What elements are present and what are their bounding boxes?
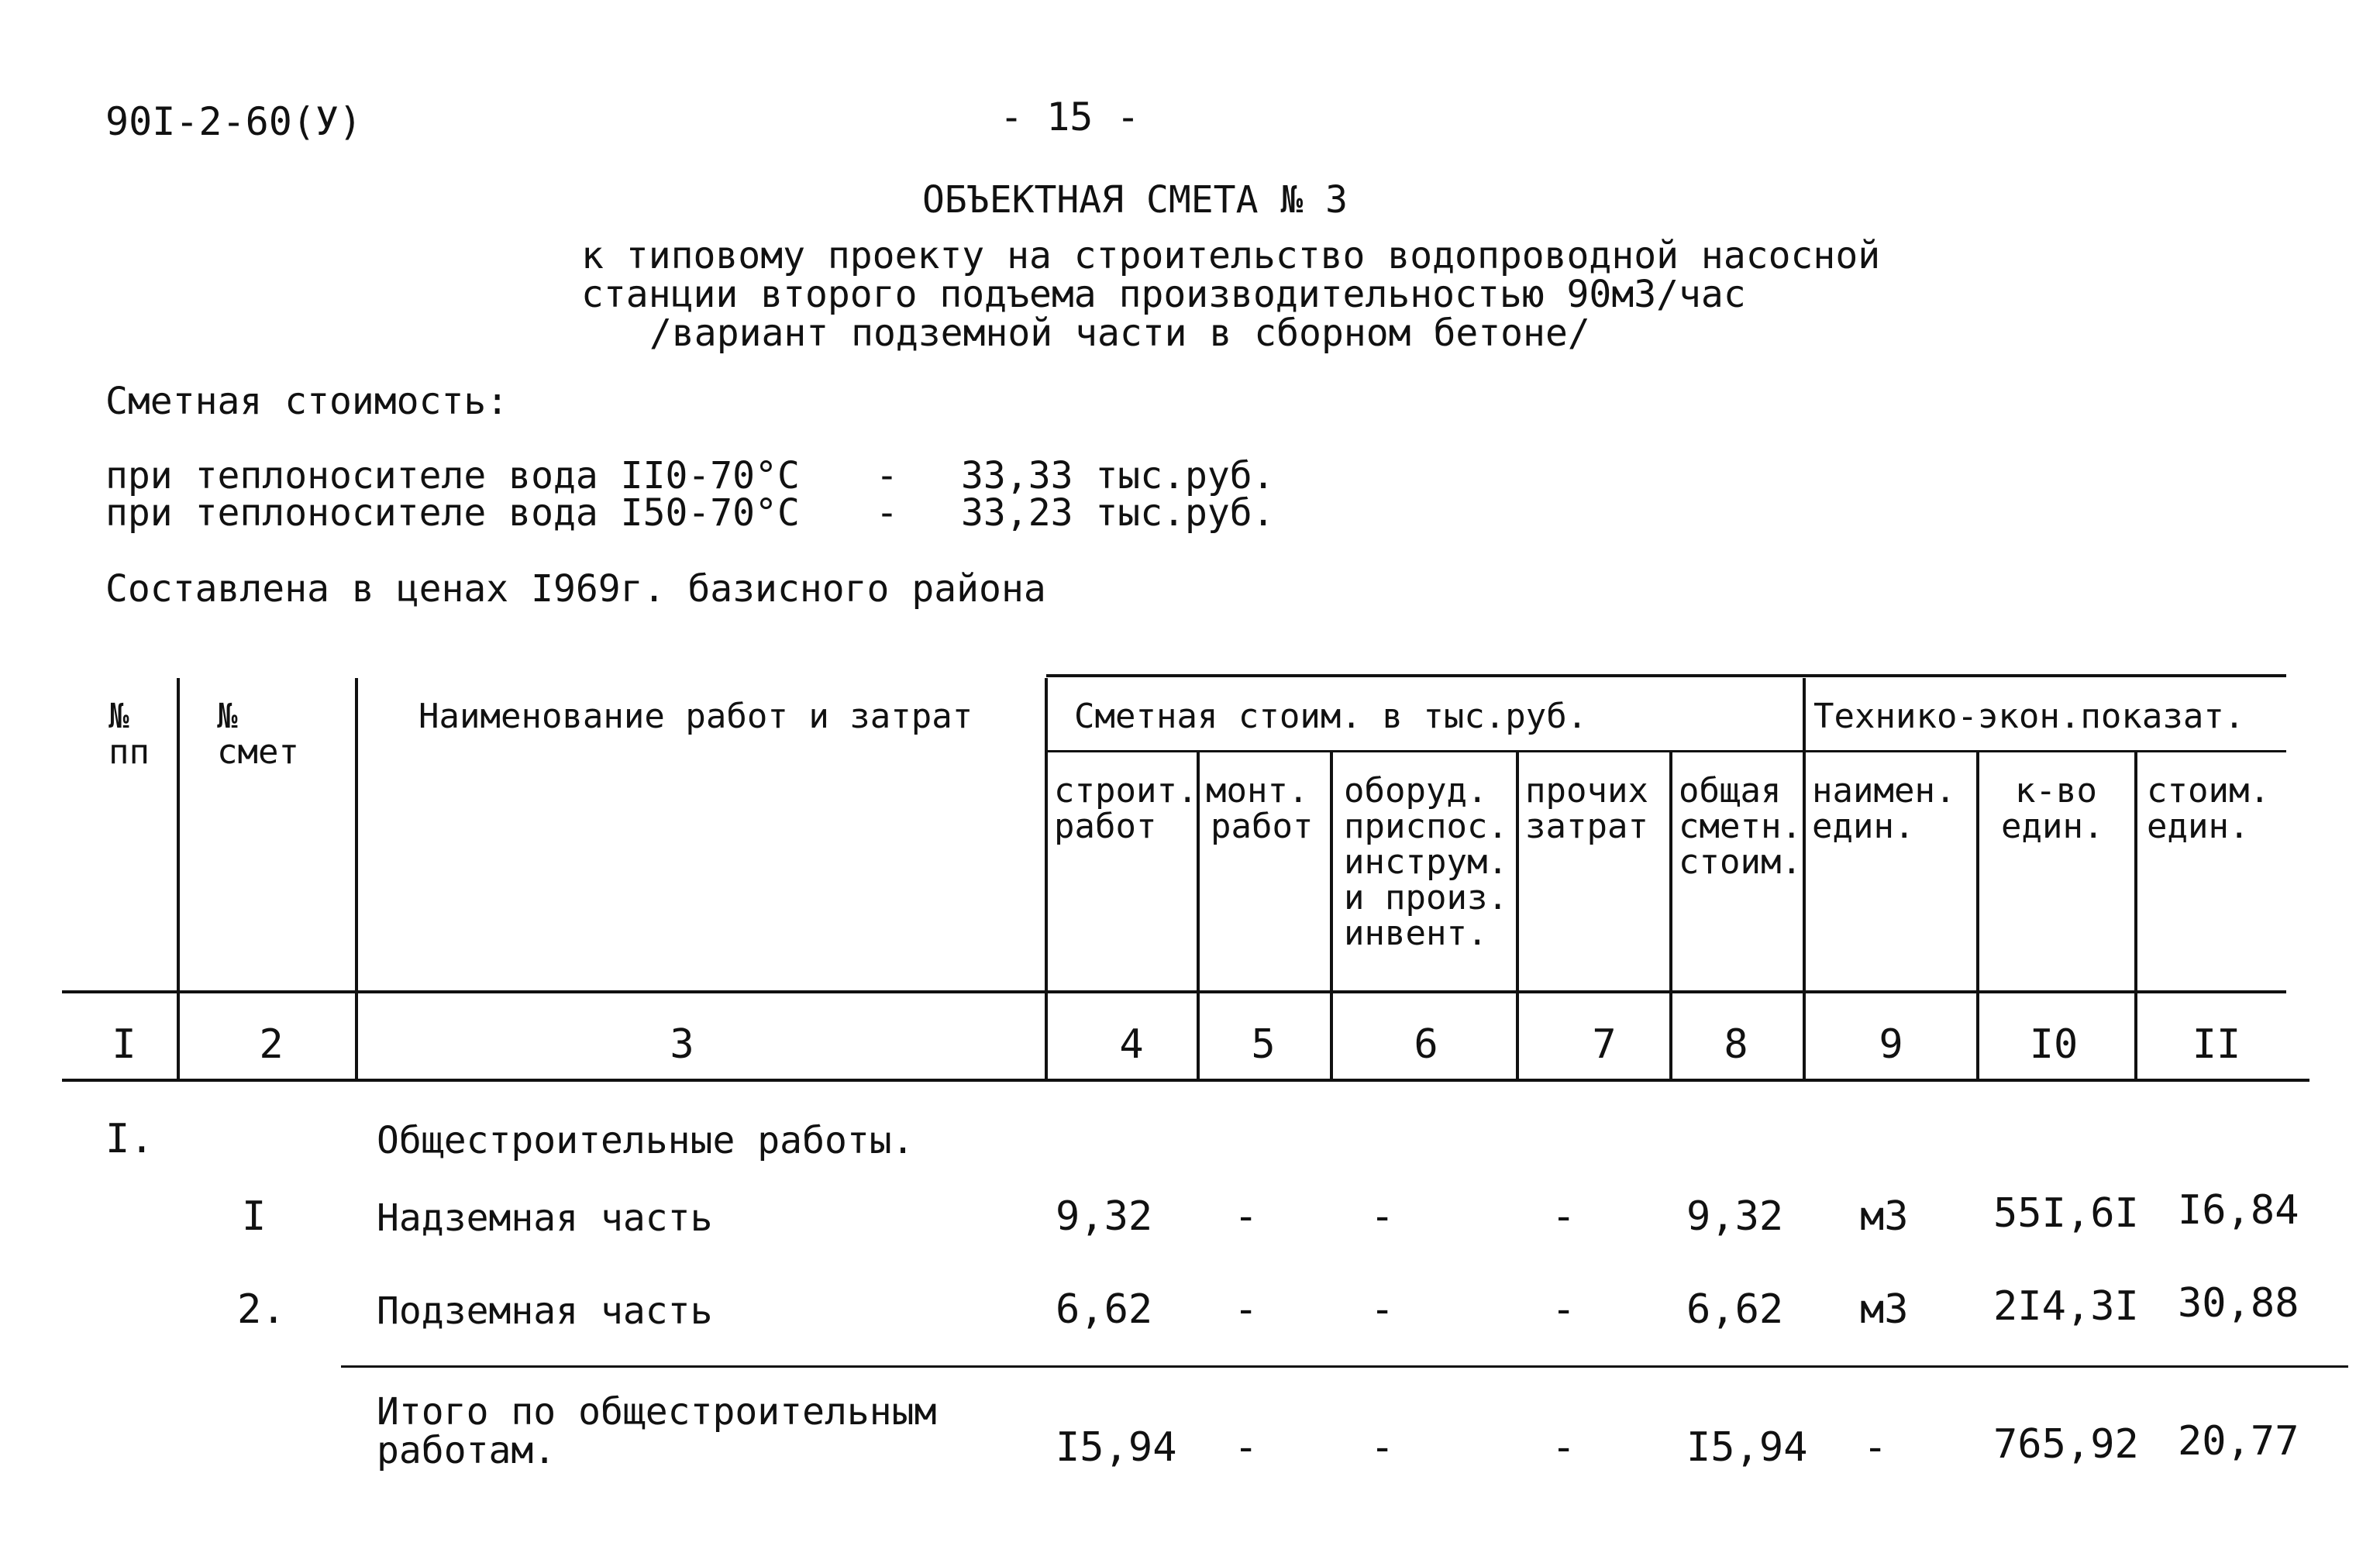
cost-line-1-label: при теплоносителе вода II0-70°C (105, 454, 800, 497)
colnum-10: I0 (2029, 1021, 2079, 1068)
total-name-line2: работам. (377, 1429, 556, 1472)
row2-c5: - (1234, 1286, 1259, 1333)
col-divider-5 (1330, 752, 1333, 1081)
cost-line-2-label: при теплоносителе вода I50-70°C (105, 491, 800, 535)
row2-name: Подземная часть (377, 1289, 713, 1333)
col-divider-2 (355, 678, 358, 1081)
colnum-9: 9 (1879, 1021, 1903, 1068)
header-bottom-rule (62, 990, 2286, 993)
row1-name: Надземная часть (377, 1196, 713, 1240)
row2-c7: - (1552, 1286, 1576, 1333)
total-c4: I5,94 (1056, 1424, 1177, 1471)
total-c10: 765,92 (1993, 1421, 2139, 1468)
header-c4-line2: работ (1054, 807, 1157, 846)
row1-c11: I6,84 (2178, 1187, 2299, 1234)
header-c9-line2: един. (1812, 807, 1915, 846)
row2-c9: м3 (1860, 1286, 1909, 1333)
colnum-2: 2 (259, 1021, 284, 1068)
cost-line-2-value: 33,23 тыс.руб. (961, 491, 1275, 535)
row1-c9: м3 (1860, 1193, 1909, 1240)
row2-c8: 6,62 (1686, 1286, 1784, 1333)
header-c11-line1: стоим. (2147, 771, 2270, 811)
header-c8-line1: общая (1679, 771, 1782, 811)
group1-underline (1046, 750, 1806, 752)
colnum-5: 5 (1251, 1021, 1276, 1068)
colnum-1: I (112, 1021, 136, 1068)
subtitle-line-1: к типовому проекту на строительство водопроводной насосной (581, 234, 1881, 277)
row1-c7: - (1552, 1193, 1576, 1240)
number-row-bottom-rule (62, 1079, 2309, 1082)
cost-line-1-value: 33,33 тыс.руб. (961, 454, 1275, 497)
header-c6-line2: приспос. (1344, 807, 1508, 846)
row2-c10: 2I4,3I (1993, 1283, 2139, 1330)
total-c7: - (1552, 1424, 1576, 1471)
row2-c4: 6,62 (1056, 1286, 1153, 1333)
total-c5: - (1234, 1424, 1259, 1471)
header-c8-line2: сметн. (1679, 807, 1802, 846)
header-c5-line1: монт. (1206, 771, 1309, 811)
header-group2: Технико-экон.показат. (1813, 697, 2245, 736)
colnum-8: 8 (1724, 1021, 1748, 1068)
row1-c10: 55I,6I (1993, 1190, 2139, 1237)
header-c6-line5: инвент. (1344, 914, 1488, 953)
group2-underline (1806, 750, 2286, 752)
row1-c6: - (1370, 1193, 1395, 1240)
col-divider-7 (1669, 752, 1672, 1081)
document-title: ОБЪЕКТНАЯ СМЕТА № 3 (922, 178, 1348, 222)
col-divider-10 (2134, 752, 2137, 1081)
total-c6: - (1370, 1424, 1395, 1471)
total-name-line1: Итого по общестроительным (377, 1390, 937, 1434)
subtotal-rule (341, 1365, 2348, 1368)
header-c1-line2: пп (108, 732, 150, 772)
header-c8-line3: стоим. (1679, 842, 1802, 882)
header-c2-line2: смет (217, 732, 299, 772)
colnum-4: 4 (1119, 1021, 1144, 1068)
header-c6-line4: и произ. (1344, 878, 1508, 917)
row1-c4: 9,32 (1056, 1193, 1153, 1240)
row1-c5: - (1234, 1193, 1259, 1240)
header-c5-line2: работ (1211, 807, 1314, 846)
total-c9: - (1863, 1424, 1888, 1471)
col-divider-1 (177, 678, 180, 1081)
cost-label: Сметная стоимость: (105, 380, 509, 423)
header-c6-line3: инструм. (1344, 842, 1508, 882)
header-c9-line1: наимен. (1812, 771, 1956, 811)
header-c7-line2: затрат (1525, 807, 1648, 846)
header-c1-line1: № (108, 697, 129, 736)
table-top-rule (1046, 674, 2286, 677)
row2-c11: 30,88 (2178, 1280, 2299, 1327)
colnum-6: 6 (1414, 1021, 1438, 1068)
total-c8: I5,94 (1686, 1424, 1808, 1471)
header-c11-line2: един. (2147, 807, 2250, 846)
colnum-11: II (2192, 1021, 2241, 1068)
header-c4-line1: строит. (1054, 771, 1198, 811)
col-divider-3 (1045, 678, 1048, 1081)
row1-c8: 9,32 (1686, 1193, 1784, 1240)
colnum-7: 7 (1592, 1021, 1617, 1068)
cost-line-2-dash: - (876, 491, 898, 535)
row2-c6: - (1370, 1286, 1395, 1333)
header-c6-line1: оборуд. (1344, 771, 1488, 811)
document-code: 90I-2-60(У) (105, 99, 363, 144)
header-c10-line1: к-во (2015, 771, 2097, 811)
col-divider-9 (1976, 752, 1979, 1081)
cost-line-1-dash: - (876, 454, 898, 497)
header-c7-line1: прочих (1525, 771, 1648, 811)
header-c10-line2: един. (2001, 807, 2104, 846)
subtitle-line-3: /вариант подземной части в сборном бетоне/ (649, 312, 1590, 355)
header-c3: Наименование работ и затрат (418, 697, 973, 736)
section-title: Общестроительные работы. (377, 1119, 914, 1162)
col-divider-8 (1803, 678, 1806, 1081)
prices-note: Составлена в ценах I969г. базисного района (105, 567, 1046, 611)
subtitle-line-2: станции второго подъема производительностью 90м3/час (581, 273, 1746, 316)
row2-num: 2. (237, 1286, 286, 1333)
section-number: I. (105, 1116, 154, 1162)
col-divider-6 (1516, 752, 1519, 1081)
total-c11: 20,77 (2178, 1418, 2299, 1465)
page-number: - 15 - (1000, 95, 1140, 139)
header-group1: Сметная стоим. в тыс.руб. (1074, 697, 1588, 736)
header-c2-line1: № (217, 697, 238, 736)
row1-num: I (242, 1193, 267, 1240)
colnum-3: 3 (670, 1021, 694, 1068)
